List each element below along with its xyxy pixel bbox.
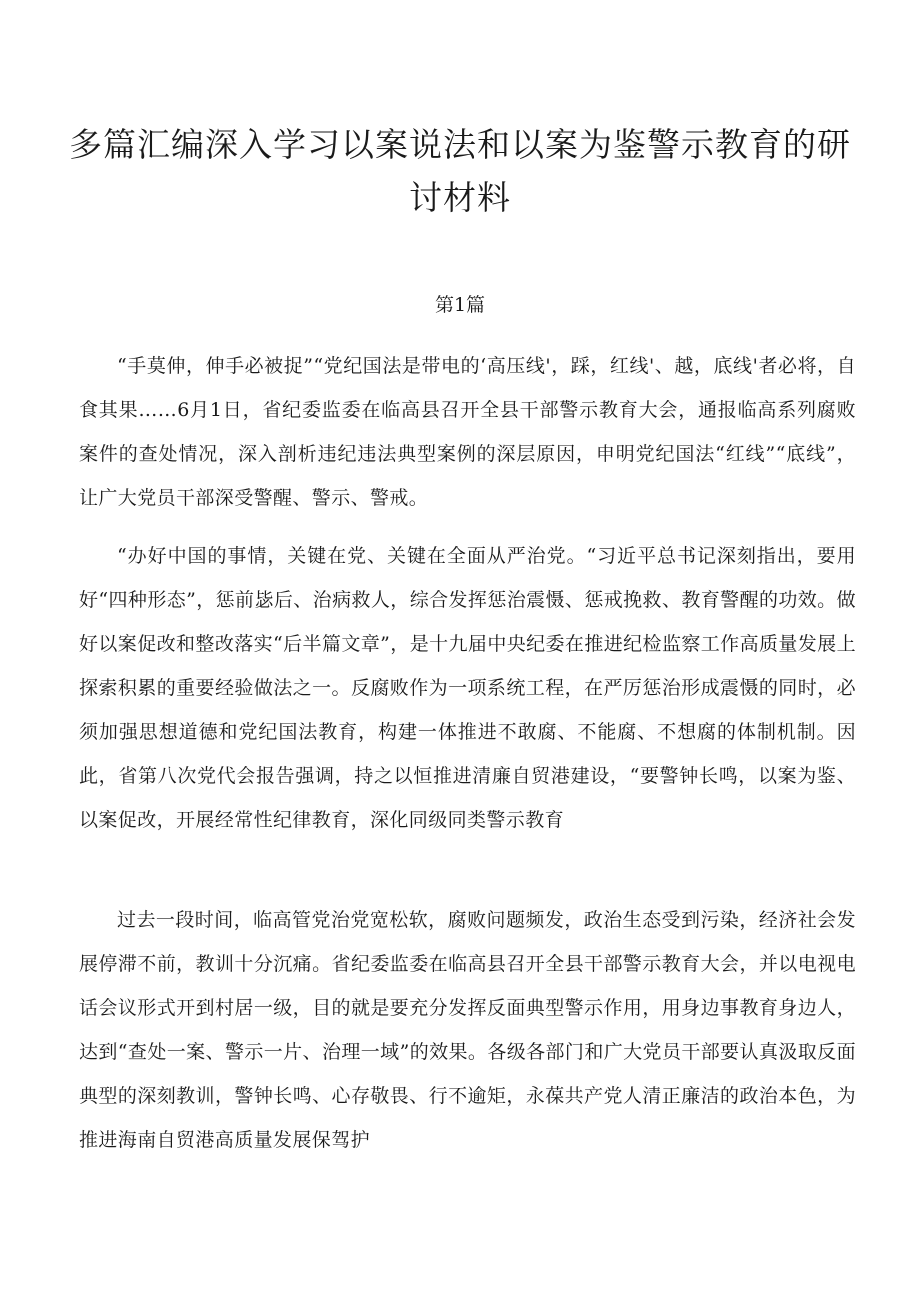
section-heading: 第1篇 [434, 294, 486, 316]
paragraph-3: 过去一段时间，临高管党治党宽松软，腐败问题频发，政治生态受到污染，经济社会发展停滞不前，教训十分沉痛。省纪委监委在临高县召开全县干部警示教育大会，并以电视电话会议形式开到村居一级，目的就是要充分发挥反面典型警示作用，用身边事教育身边人，达到“查处一案、警示一片、治理一域”的效果。各级各部门和广大党员干部要认真汲取反面典型的深刻教训，警钟长鸣、心存敬畏、行不逾矩，永葆共产党人清正廉洁的政治本色，为推进海南自贸港高质量发展保驾护 [79, 909, 856, 1151]
paragraph-1: “手莫伸，伸手必被捉”“党纪国法是带电的‘高压线'，踩，红线'、越，底线'者必将，自食其果……6月1日，省纪委监委在临高县召开全县干部警示教育大会，通报临高系列腐败案件的查处情况，深入剖析违纪违法典型案例的深层原因，申明党纪国法“红线”“底线”，让广大党员干部深受警醒、警示、警戒。 [79, 355, 856, 509]
document-title: 多篇汇编深入学习以案说法和以案为鉴警示教育的研讨材料 [69, 125, 851, 217]
paragraph-2: “办好中国的事情，关键在党、关键在全面从严治党。“习近平总书记深刻指出，要用好“四种形态”，惩前毖后、治病救人，综合发挥惩治震慑、惩戒挽救、教育警醒的功效。做好以案促改和整改落实“后半篇文章”，是十九届中央纪委在推进纪检监察工作高质量发展上探索积累的重要经验做法之一。反腐败作为一项系统工程，在严厉惩治形成震慑的同时，必须加强思想道德和党纪国法教育，构建一体推进不敢腐、不能腐、不想腐的体制机制。因此，省第八次党代会报告强调，持之以恒推进清廉自贸港建设，“要警钟长鸣，以案为鉴、以案促改，开展经常性纪律教育，深化同级同类警示教育 [79, 545, 856, 831]
